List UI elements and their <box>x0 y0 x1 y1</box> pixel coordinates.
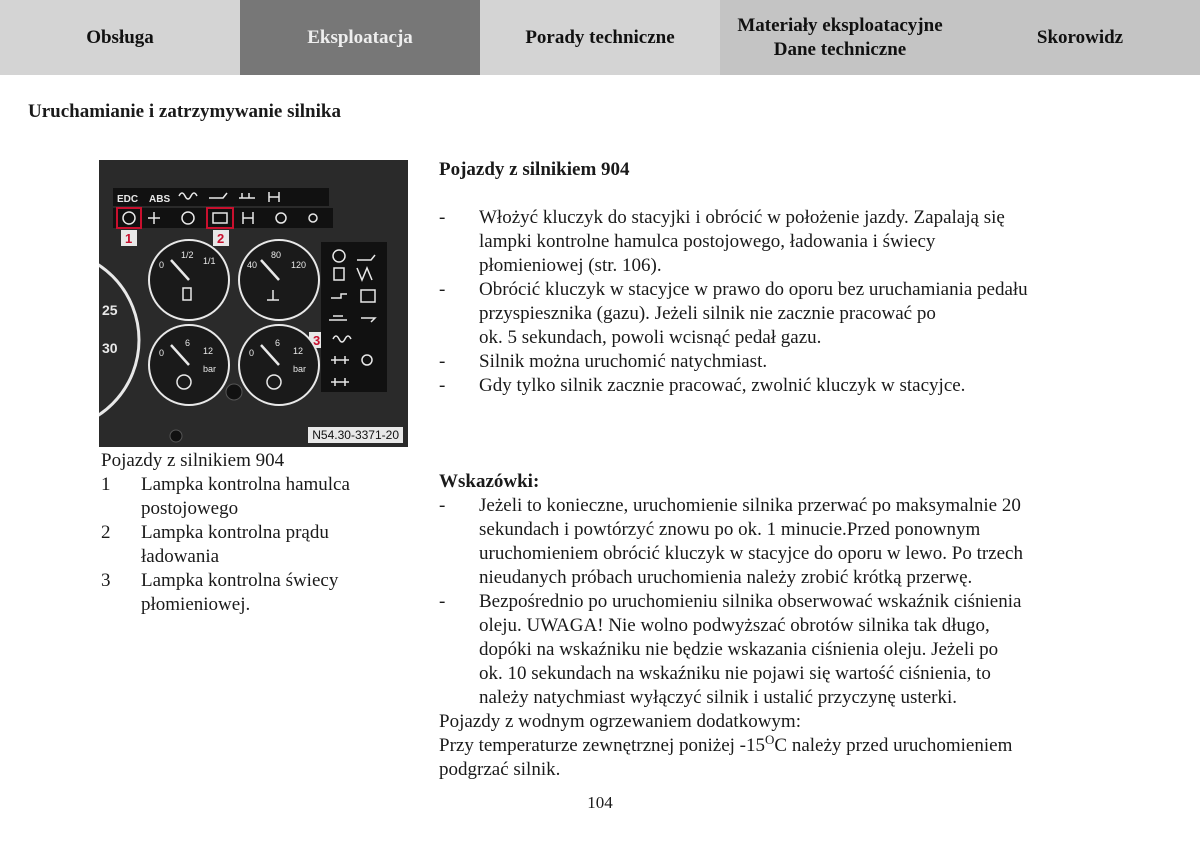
top-navigation <box>0 0 1200 75</box>
step-line: Gdy tylko silnik zacznie pracować, zwolnić kluczyk w stacyjce. <box>479 375 966 396</box>
instrument-panel-illustration <box>99 160 408 447</box>
svg-text:0: 0 <box>249 348 255 358</box>
edc-label: EDC <box>117 194 139 205</box>
step-item <box>439 206 1079 278</box>
caption-item-text: postojowego <box>141 498 239 519</box>
main-content <box>439 158 1079 782</box>
section-title: Uruchamianie i zatrzymywanie silnika <box>28 101 341 122</box>
note-item <box>439 590 1079 710</box>
heating-line-1: Pojazdy z wodnym ogrzewaniem dodatkowym: <box>439 711 801 732</box>
list-dash: - <box>439 495 446 516</box>
list-dash: - <box>439 591 446 612</box>
tab-materialy-dane[interactable] <box>720 0 960 75</box>
marker-3: 3 <box>313 333 321 348</box>
note-line: Jeżeli to konieczne, uruchomienie silnika przerwać po maksymalnie 20 <box>479 495 1021 516</box>
tab-label: Porady techniczne <box>525 26 675 48</box>
caption-item <box>101 569 401 617</box>
svg-text:0: 0 <box>159 260 165 270</box>
list-dash: - <box>439 279 446 300</box>
caption-item-text: ładowania <box>141 546 220 567</box>
main-heading: Pojazdy z silnikiem 904 <box>439 159 630 180</box>
caption-item-number: 3 <box>101 570 111 591</box>
note-item <box>439 494 1079 590</box>
speedo-tick-30: 30 <box>102 340 118 356</box>
step-line: ok. 5 sekundach, powoli wcisnąć pedał gazu. <box>479 327 822 348</box>
caption-item-number: 2 <box>101 522 111 543</box>
instrument-panel-figure <box>99 160 408 447</box>
caption-title: Pojazdy z silnikiem 904 <box>101 450 285 471</box>
svg-text:bar: bar <box>293 364 307 374</box>
caption-item-number: 1 <box>101 474 111 495</box>
marker-2: 2 <box>217 231 225 246</box>
figure-code: N54.30-3371-20 <box>308 427 403 443</box>
tab-label: Eksploatacja <box>307 26 413 48</box>
svg-text:80: 80 <box>271 250 282 260</box>
abs-label: ABS <box>149 194 171 205</box>
caption-item-text: Lampka kontrolna prądu <box>141 522 329 543</box>
caption-item <box>101 521 401 569</box>
note-line: dopóki na wskaźniku nie będzie wskazania ciśnienia oleju. Jeżeli po <box>479 639 999 660</box>
tab-label: Skorowidz <box>1036 26 1124 48</box>
svg-text:1/2: 1/2 <box>181 250 194 260</box>
svg-text:12: 12 <box>293 346 304 356</box>
note-line: ok. 10 sekundach na wskaźniku nie pojawi się wartość ciśnienia, to <box>479 663 991 684</box>
list-dash: - <box>439 351 446 372</box>
tab-obsluga[interactable] <box>0 0 240 75</box>
tab-label-line2: Dane techniczne <box>773 38 907 60</box>
svg-text:bar: bar <box>203 364 217 374</box>
list-dash: - <box>439 207 446 228</box>
note-line: należy natychmiast wyłączyć silnik i ustalić przyczynę usterki. <box>479 687 957 708</box>
note-line: uruchomieniem obrócić kluczyk w stacyjce do oporu w lewo. Po trzech <box>479 543 1023 564</box>
tab-eksploatacja[interactable] <box>240 0 480 75</box>
step-item <box>439 278 1079 350</box>
step-item <box>439 374 1079 398</box>
note-line: oleju. UWAGA! Nie wolno podwyższać obrotów silnika tak długo, <box>479 615 990 636</box>
caption-item-text: płomieniowej. <box>141 594 251 615</box>
tab-porady-techniczne[interactable] <box>480 0 720 75</box>
svg-text:6: 6 <box>275 338 281 348</box>
step-line: lampki kontrolne hamulca postojowego, ładowania i świecy <box>479 231 936 252</box>
tab-label-line1: Materiały eksploatacyjne <box>737 14 943 36</box>
step-line: przyspiesznika (gazu). Jeżeli silnik nie zacznie pracować po <box>479 303 936 324</box>
caption-item-text: Lampka kontrolna hamulca <box>141 474 350 495</box>
tab-skorowidz[interactable] <box>960 0 1200 75</box>
note-line: sekundach i powtórzyć znowu po ok. 1 minucie.Przed ponownym <box>479 519 981 540</box>
step-line: Silnik można uruchomić natychmiast. <box>479 351 768 372</box>
tab-label: Obsługa <box>86 26 154 48</box>
list-dash: - <box>439 375 446 396</box>
svg-text:120: 120 <box>291 260 307 270</box>
svg-text:6: 6 <box>185 338 191 348</box>
step-line: Obrócić kluczyk w stacyjce w prawo do oporu bez uruchamiania pedału <box>479 279 1028 300</box>
svg-text:40: 40 <box>247 260 258 270</box>
step-item <box>439 350 1079 374</box>
svg-text:1/1: 1/1 <box>203 256 216 266</box>
svg-text:0: 0 <box>159 348 165 358</box>
caption-item-text: Lampka kontrolna świecy <box>141 570 339 591</box>
note-line: Bezpośrednio po uruchomieniu silnika obserwować wskaźnik ciśnienia <box>479 591 1022 612</box>
figure-caption <box>101 449 401 617</box>
note-line: nieudanych próbach uruchomienia należy zrobić krótką przerwę. <box>479 567 973 588</box>
speedo-tick-25: 25 <box>102 302 118 318</box>
step-line: płomieniowej (str. 106). <box>479 255 662 276</box>
heating-line-3: podgrzać silnik. <box>439 759 561 780</box>
marker-1: 1 <box>125 231 133 246</box>
notes-heading: Wskazówki: <box>439 471 540 492</box>
caption-item <box>101 473 401 521</box>
step-line: Włożyć kluczyk do stacyjki i obrócić w położenie jazdy. Zapalają się <box>479 207 1005 228</box>
page-number: 104 <box>587 793 613 812</box>
svg-text:12: 12 <box>203 346 214 356</box>
heating-line-2: Przy temperaturze zewnętrznej poniżej $-15^OC$ należy przed uruchomieniem <box>439 732 1013 756</box>
